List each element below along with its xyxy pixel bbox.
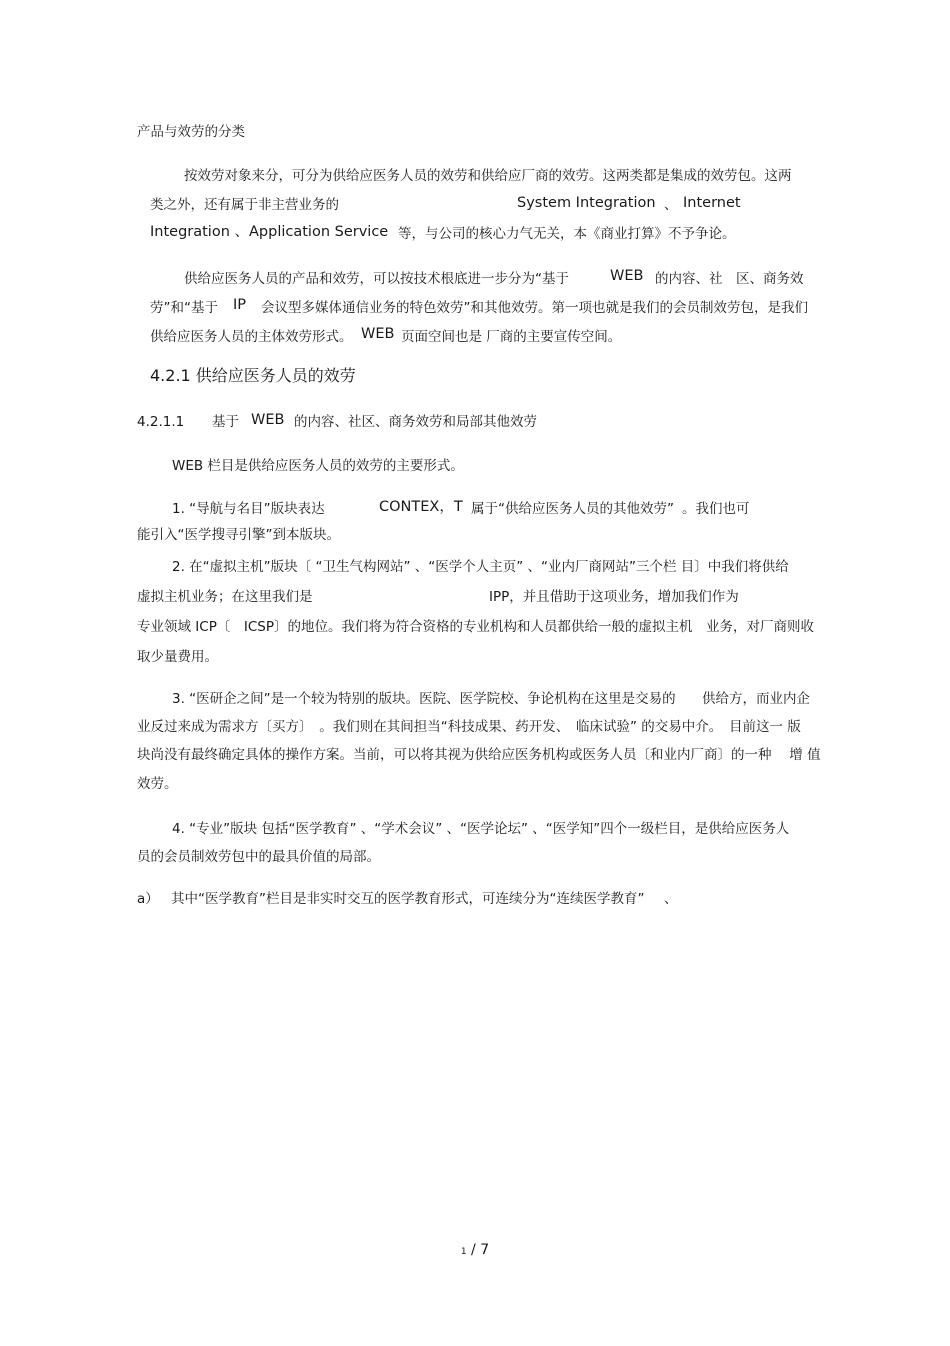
subsection-title-c: 的内容、社区、商务效劳和局部其他效劳: [294, 414, 537, 430]
p2-line2b: IP: [233, 297, 247, 313]
p1-line2b: System Integration: [517, 195, 656, 211]
item2-line2b: IPP，并且借助于这项业务，增加我们作为: [489, 589, 739, 605]
p1-line3b: 等，与公司的核心力气无关，本《商业打算》不予争论。: [398, 226, 736, 242]
item3-line1a: 3. “医研企之间”是一个较为特别的版块。医院、医学院校、争论机构在这里是交易的: [172, 691, 676, 707]
item3-line3: 块尚没有最终确定具体的操作方案。当前，可以将其视为供给应医务机构或医务人员〔和业内厂商〕的一种 增 值: [137, 747, 821, 763]
p2-line1a: 供给应医务人员的产品和效劳，可以按技术根底进一步分为“基于: [184, 271, 569, 287]
p1-line1: 按效劳对象来分，可分为供给应医务人员的效劳和供给应厂商的效劳。这两类都是集成的效劳包。这两: [184, 168, 792, 184]
item1-line1b: CONTEX，T: [379, 499, 463, 515]
page-total: 7: [480, 1242, 490, 1258]
p2-line3a: 供给应医务人员的主体效劳形式。: [150, 329, 353, 345]
p2-line3c: 页面空间也是 厂商的主要宣传空间。: [401, 329, 622, 345]
p1-line2c: 、: [664, 197, 678, 213]
subsection-title-b: WEB: [251, 412, 285, 428]
p2-line1b: WEB: [610, 268, 644, 284]
subsection-title-a: 基于: [212, 414, 239, 430]
itema-marker: a）: [137, 891, 159, 907]
p2-line1c: 的内容、社 区、商务效: [655, 271, 804, 287]
item1-line2: 能引入“医学搜寻引擎”到本版块。: [137, 527, 340, 543]
page-separator: /: [466, 1242, 481, 1258]
item3-line2: 业反过来成为需求方〔买方〕 。我们则在其间担当“科技成果、药开发、 临床试验” 的交易中介。 目前这一 版: [137, 719, 801, 735]
itema-line: 其中“医学教育”栏目是非实时交互的医学教育形式，可连续分为“连续医学教育”: [171, 891, 645, 907]
item2-line2a: 虚拟主机业务；在这里我们是: [137, 589, 313, 605]
p1-line2a: 类之外，还有属于非主营业务的: [150, 197, 339, 213]
page-number: [0, 1242, 950, 1258]
itema-comma: 、: [664, 891, 678, 907]
p3-line: WEB 栏目是供给应医务人员的效劳的主要形式。: [172, 458, 464, 474]
item1-line1a: 1. “导航与名目”版块表达: [172, 501, 325, 517]
item2-line3: 专业领域 ICP〔 ICSP〕的地位。我们将为符合资格的专业机构和人员都供给一般的虚拟主机 业务，对厂商则收: [137, 619, 814, 635]
subsection-number: 4.2.1.1: [137, 414, 185, 430]
item1-line1d: 。我们也可: [682, 501, 750, 517]
page-current: 1: [460, 1247, 467, 1257]
p2-line3b: WEB: [361, 326, 395, 342]
item3-line4: 效劳。: [137, 776, 178, 792]
item2-line1: 2. 在“虚拟主机”版块〔 “卫生气构网站” 、“医学个人主页” 、“业内厂商网站”三个栏 目〕中我们将供给: [172, 559, 789, 575]
item4-line1: 4. “专业”版块 包括“医学教育” 、“学术会议” 、“医学论坛” 、“医学知”四个一级栏目，是供给应医务人: [172, 821, 790, 837]
item2-line4: 取少量费用。: [137, 649, 218, 665]
p1-line2d: Internet: [683, 195, 741, 211]
p2-line2c: 会议型多媒体通信业务的特色效劳”和其他效劳。第一项也就是我们的会员制效劳包，是我们: [261, 300, 808, 316]
p2-line2a: 劳”和“基于: [150, 300, 218, 316]
section-heading-4-2-1: 4.2.1 供给应医务人员的效劳: [150, 366, 356, 385]
item1-line1c: 属于“供给应医务人员的其他效劳”: [471, 501, 674, 517]
item4-line2: 员的会员制效劳包中的最具价值的局部。: [137, 849, 380, 865]
p1-line3a: Integration 、Application Service: [150, 224, 389, 240]
doc-title: 产品与效劳的分类: [137, 124, 245, 140]
item3-line1b: 供给方，而业内企: [702, 691, 810, 707]
